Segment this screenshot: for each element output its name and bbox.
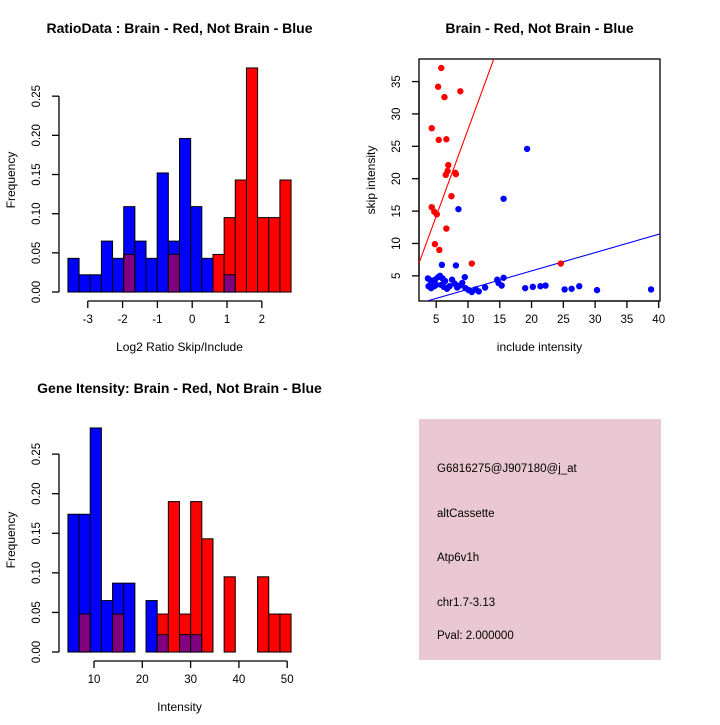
scatter-point bbox=[448, 193, 454, 199]
hist-bar-not-brain bbox=[124, 583, 135, 652]
x-tick-label: 0 bbox=[189, 314, 196, 326]
hist-bar-not-brain bbox=[135, 241, 146, 292]
x-tick-label: 1 bbox=[223, 314, 231, 326]
hist-bar-not-brain bbox=[113, 258, 124, 292]
scatter-point bbox=[443, 136, 449, 142]
hist-bar-not-brain bbox=[90, 428, 101, 652]
hist-bar-brain bbox=[280, 180, 291, 292]
x-tick-label: 35 bbox=[620, 314, 634, 326]
scatter-point bbox=[469, 260, 475, 266]
hist-bar-brain bbox=[269, 218, 280, 292]
x-tick-label: 40 bbox=[652, 314, 666, 326]
y-tick-label: 0.05 bbox=[31, 241, 43, 265]
hist-bar-brain bbox=[235, 180, 246, 292]
scatter-point bbox=[522, 285, 528, 291]
scatter-series-brain bbox=[429, 65, 564, 267]
hist-bar-not-brain bbox=[79, 275, 90, 292]
gene-name-text: Atp6v1h bbox=[437, 552, 480, 564]
fit-lines bbox=[419, 0, 660, 303]
scatter-point bbox=[443, 225, 449, 231]
x-tick-label: -1 bbox=[152, 314, 163, 326]
scatter-point bbox=[436, 137, 442, 143]
histogram-bars bbox=[68, 68, 291, 292]
x-tick-label: 20 bbox=[525, 314, 538, 326]
hist-bar-not-brain bbox=[68, 258, 79, 292]
scatter-point bbox=[542, 282, 548, 288]
gene-info-box-svg bbox=[360, 360, 720, 720]
y-axis-title: skip intensity bbox=[364, 145, 378, 215]
y-tick-label: 0.10 bbox=[31, 561, 43, 585]
hist-bar-not-brain bbox=[90, 275, 101, 292]
y-tick-label: 30 bbox=[391, 107, 403, 121]
y-tick-label: 5 bbox=[391, 272, 403, 280]
hist-bar-not-brain bbox=[202, 258, 213, 292]
y-tick-label: 0.00 bbox=[31, 280, 43, 304]
y-tick-label: 0.25 bbox=[31, 442, 43, 466]
x-tick-label: 30 bbox=[184, 674, 198, 686]
scatter-point bbox=[462, 274, 468, 280]
hist-bar-brain bbox=[213, 254, 224, 292]
fit-line-brain bbox=[419, 0, 660, 263]
panel-ratio-histogram bbox=[0, 0, 360, 360]
panel-gene-intensity-histogram bbox=[0, 360, 360, 720]
y-tick-label: 0.20 bbox=[31, 482, 43, 505]
hist-bar-overlap bbox=[113, 614, 124, 652]
chart-title: RatioData : Brain - Red, Not Brain - Blue bbox=[46, 20, 313, 36]
y-tick-label: 0.20 bbox=[31, 124, 43, 147]
hist-bar-not-brain bbox=[101, 601, 112, 652]
scatter-point bbox=[558, 260, 564, 266]
scatter-point bbox=[438, 65, 444, 71]
histogram-bars bbox=[68, 428, 291, 652]
hist-bar-brain bbox=[224, 577, 235, 652]
scatter-point bbox=[561, 286, 567, 292]
x-tick-label: 40 bbox=[232, 674, 246, 686]
y-tick-label: 35 bbox=[391, 75, 403, 88]
scatter-point bbox=[457, 88, 463, 94]
scatter-point bbox=[648, 286, 654, 292]
x-tick-label: 30 bbox=[588, 314, 602, 326]
hist-bar-overlap bbox=[180, 635, 191, 652]
scatter-point bbox=[432, 241, 438, 247]
scatter-point bbox=[455, 206, 461, 212]
y-tick-label: 15 bbox=[391, 204, 403, 218]
scatter-point bbox=[443, 172, 449, 178]
y-axis-title: Frequency bbox=[4, 511, 18, 569]
x-tick-label: 5 bbox=[432, 314, 440, 326]
hist-bar-brain bbox=[258, 577, 269, 652]
scatter-point bbox=[453, 171, 459, 177]
hist-bar-not-brain bbox=[146, 258, 157, 292]
event-type-text: altCassette bbox=[437, 508, 495, 520]
x-axis-title: Intensity bbox=[157, 700, 202, 714]
hist-bar-not-brain bbox=[191, 207, 202, 292]
hist-bar-brain bbox=[258, 218, 269, 292]
x-tick-label: 25 bbox=[556, 314, 570, 326]
x-tick-label: 50 bbox=[280, 674, 294, 686]
ratio-histogram-svg bbox=[0, 0, 360, 360]
scatter-point bbox=[530, 284, 536, 290]
x-axis-title: include intensity bbox=[496, 340, 583, 354]
gene-intensity-histogram-svg bbox=[0, 360, 360, 720]
scatter-series-not-brain bbox=[425, 146, 655, 296]
fit-line-not-brain bbox=[419, 234, 660, 303]
scatter-point bbox=[500, 275, 506, 281]
y-tick-label: 20 bbox=[391, 172, 403, 186]
hist-bar-brain bbox=[168, 502, 179, 652]
probe-id-text: G6816275@J907180@j_at bbox=[437, 463, 577, 475]
x-tick-label: -2 bbox=[117, 314, 128, 326]
hist-bar-brain bbox=[269, 614, 280, 652]
pval-text: Pval: 2.000000 bbox=[437, 630, 514, 642]
scatter-point bbox=[476, 288, 482, 294]
hist-bar-brain bbox=[280, 614, 291, 652]
x-tick-label: 2 bbox=[258, 314, 266, 326]
y-tick-label: 0.15 bbox=[31, 163, 43, 186]
scatter-point bbox=[568, 286, 574, 292]
gene-info-background bbox=[419, 419, 661, 660]
scatter-point bbox=[435, 84, 441, 90]
intensity-scatter-svg bbox=[360, 0, 720, 360]
scatter-point bbox=[441, 94, 447, 100]
scatter-point bbox=[439, 262, 445, 268]
y-tick-label: 10 bbox=[391, 237, 403, 250]
x-axis-title: Log2 Ratio Skip/Include bbox=[116, 340, 243, 354]
hist-bar-overlap bbox=[79, 614, 90, 652]
scatter-point bbox=[498, 282, 504, 288]
hist-bar-overlap bbox=[157, 635, 168, 652]
hist-bar-not-brain bbox=[146, 601, 157, 652]
scatter-point bbox=[482, 284, 488, 290]
hist-bar-overlap bbox=[168, 254, 179, 292]
scatter-point bbox=[436, 247, 442, 253]
hist-bar-not-brain bbox=[180, 138, 191, 292]
chromosome-text: chr1.7-3.13 bbox=[437, 597, 496, 609]
y-tick-label: 0.25 bbox=[31, 84, 43, 108]
panel-gene-info-box bbox=[360, 360, 720, 720]
hist-bar-not-brain bbox=[68, 514, 79, 652]
scatter-point bbox=[445, 162, 451, 168]
x-tick-label: 10 bbox=[461, 314, 475, 326]
hist-bar-brain bbox=[202, 539, 213, 652]
y-tick-label: 0.05 bbox=[31, 601, 43, 624]
hist-bar-not-brain bbox=[157, 173, 168, 292]
hist-bar-not-brain bbox=[101, 241, 112, 292]
y-tick-label: 0.15 bbox=[31, 522, 43, 545]
x-tick-label: 20 bbox=[135, 674, 149, 686]
y-axis-title: Frequency bbox=[4, 151, 18, 209]
x-tick-label: 15 bbox=[493, 314, 507, 326]
scatter-point bbox=[429, 125, 435, 131]
x-tick-label: 10 bbox=[87, 674, 101, 686]
y-tick-label: 25 bbox=[391, 139, 403, 153]
hist-bar-brain bbox=[246, 68, 257, 292]
y-tick-label: 0.00 bbox=[31, 640, 43, 664]
y-tick-label: 0.10 bbox=[31, 202, 43, 225]
hist-bar-overlap bbox=[124, 254, 135, 292]
scatter-point bbox=[500, 196, 506, 202]
scatter-point bbox=[524, 146, 530, 152]
panel-intensity-scatter bbox=[360, 0, 720, 360]
scatter-point bbox=[594, 287, 600, 293]
chart-title: Brain - Red, Not Brain - Blue bbox=[445, 20, 634, 36]
hist-bar-brain bbox=[191, 502, 202, 652]
scatter-point bbox=[494, 277, 500, 283]
scatter-point bbox=[434, 211, 440, 217]
hist-bar-overlap bbox=[191, 635, 202, 652]
x-tick-label: -3 bbox=[82, 314, 93, 326]
scatter-point bbox=[576, 283, 582, 289]
scatter-point bbox=[453, 262, 459, 268]
chart-title: Gene Itensity: Brain - Red, Not Brain - Blue bbox=[37, 380, 322, 396]
hist-bar-overlap bbox=[224, 275, 235, 292]
